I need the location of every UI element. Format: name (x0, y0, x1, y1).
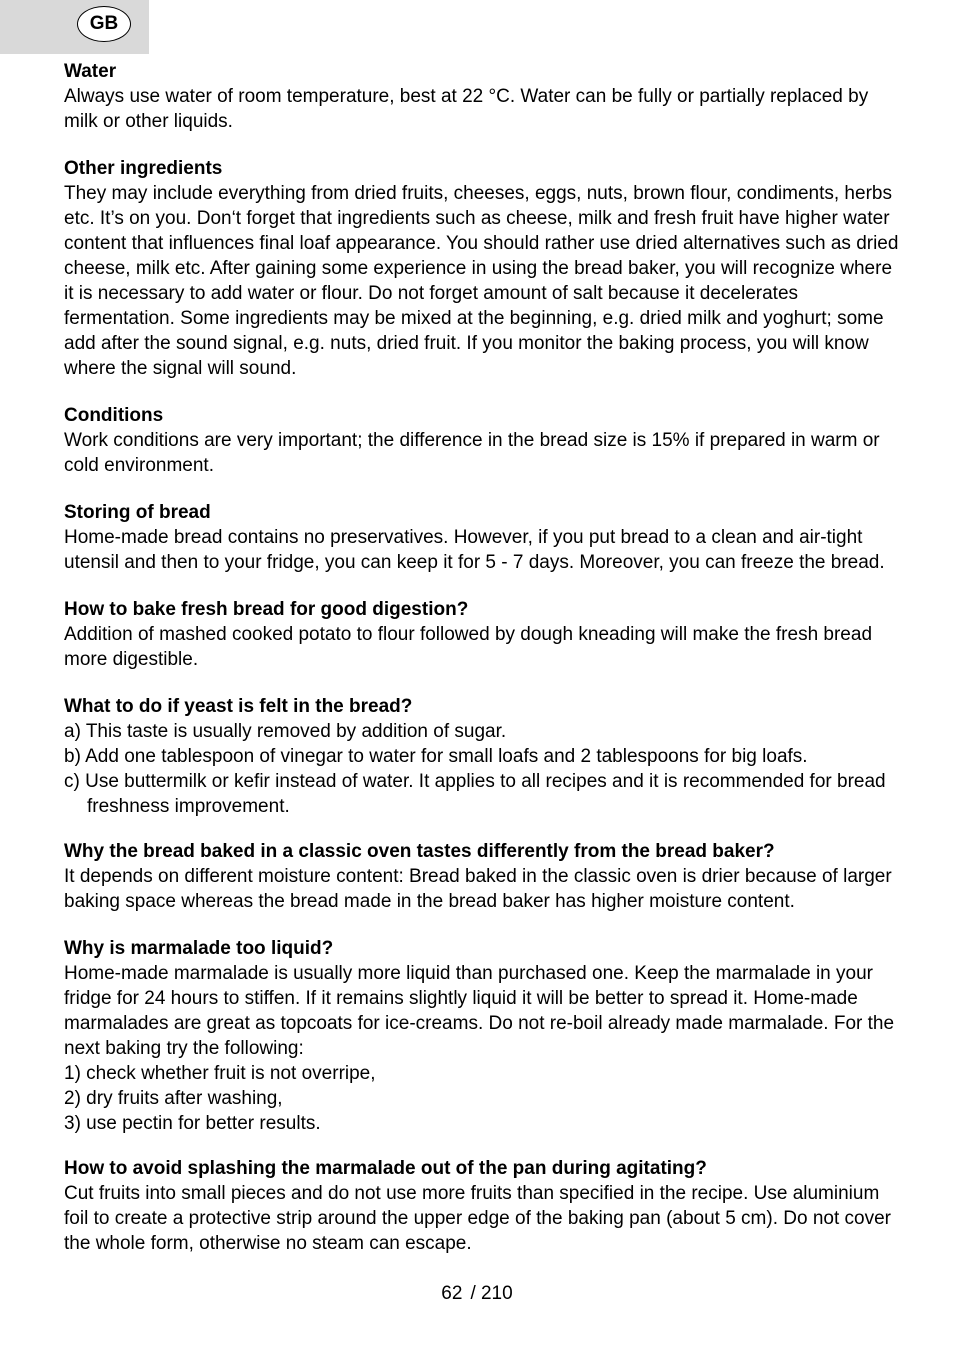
section-fresh-bread-digestion (64, 597, 904, 672)
section-text: Work conditions are very important; the difference in the bread size is 15% if prepared in warm or cold environment. (64, 430, 880, 476)
page-footer (0, 1281, 954, 1306)
section-title: Storing of bread (64, 502, 211, 523)
section-marmalade-splashing (64, 1156, 904, 1256)
section-water (64, 59, 904, 134)
section-text: It depends on different moisture content: Bread baked in the classic oven is drier because of larger baking space whereas the bread made in the bread baker has higher moisture content. (64, 866, 892, 912)
list-item: a) This taste is usually removed by addition of sugar. (64, 721, 507, 742)
section-title: Other ingredients (64, 158, 223, 179)
section-storing-of-bread (64, 500, 904, 575)
document-body (64, 59, 904, 1278)
section-text: Home-made marmalade is usually more liquid than purchased one. Keep the marmalade in your fridge for 24 hours to stiffen. If it remains slightly liquid it will be better to spread it. Home-made marmalades are great as topcoats for ice-creams. Do not re-boil already made marmalade. For the next baking try the following: (64, 963, 895, 1059)
section-marmalade-liquid (64, 936, 904, 1136)
page-number: 62 (441, 1283, 463, 1304)
section-text: Home-made bread contains no preservatives. However, if you put bread to a clean and air-tight utensil and then to your fridge, you can keep it for 5 - 7 days. Moreover, you can freeze the bread. (64, 527, 885, 573)
section-title: How to avoid splashing the marmalade out of the pan during agitating? (64, 1158, 707, 1179)
language-badge: GB (77, 6, 131, 42)
section-conditions (64, 403, 904, 478)
section-text: Always use water of room temperature, best at 22 °C. Water can be fully or partially replaced by milk or other liquids. (64, 86, 869, 132)
section-text: Cut fruits into small pieces and do not use more fruits than specified in the recipe. Use aluminium foil to create a protective strip around the upper edge of the baking pan (about 5 cm). Do not cover the whole form, otherwise no steam can escape. (64, 1183, 891, 1254)
section-title: Why is marmalade too liquid? (64, 938, 334, 959)
list-item: 1) check whether fruit is not overripe, (64, 1063, 376, 1084)
section-text: They may include everything from dried fruits, cheeses, eggs, nuts, brown flour, condiments, herbs etc. It’s on you. Don‘t forget that ingredients such as cheese, milk and fresh fruit have higher water content that influences final loaf appearance. You should rather use dried alternatives such as dried cheese, milk etc. After gaining some experience in using the bread baker, you will recognize where it is necessary to add water or flour. Do not forget amount of salt because it decelerates fermentation. Some ingredients may be mixed at the beginning, e.g. dried milk and yoghurt; some add after the sound signal, e.g. nuts, dried fruit. If you monitor the baking process, you will know where the signal will sound. (64, 183, 899, 379)
list-item: b) Add one tablespoon of vinegar to water for small loafs and 2 tablespoons for big loafs. (64, 746, 808, 767)
section-title: How to bake fresh bread for good digestion? (64, 599, 469, 620)
section-title: What to do if yeast is felt in the bread? (64, 696, 413, 717)
section-classic-oven (64, 839, 904, 914)
section-text: Addition of mashed cooked potato to flour followed by dough kneading will make the fresh bread more digestible. (64, 624, 873, 670)
list-item: 3) use pectin for better results. (64, 1113, 321, 1134)
language-tab (0, 0, 149, 54)
page-total: / 210 (470, 1283, 513, 1304)
section-yeast (64, 694, 904, 819)
section-title: Water (64, 61, 117, 82)
section-title: Why the bread baked in a classic oven tastes differently from the bread baker? (64, 841, 775, 862)
section-title: Conditions (64, 405, 164, 426)
list-item: 2) dry fruits after washing, (64, 1088, 283, 1109)
section-other-ingredients (64, 156, 904, 381)
list-item: c) Use buttermilk or kefir instead of water. It applies to all recipes and it is recommended for bread freshness improvement. (64, 771, 886, 817)
